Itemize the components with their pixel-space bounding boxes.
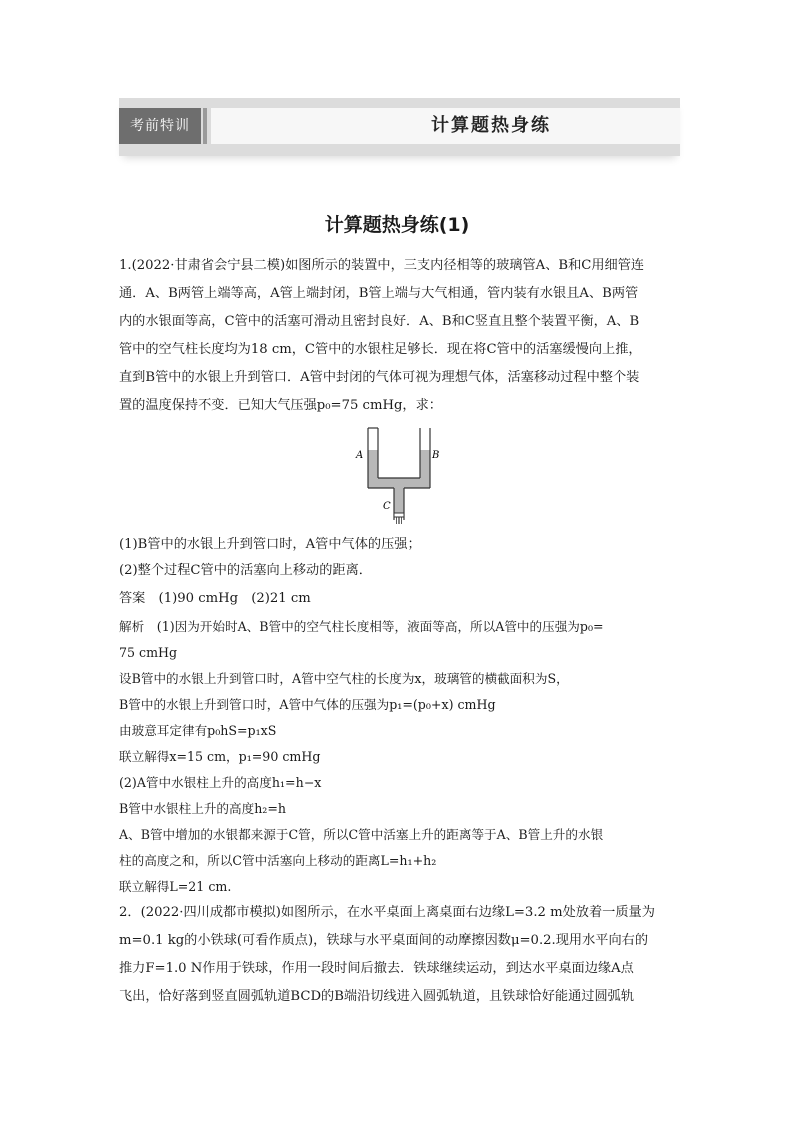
question-1: (1)B管中的水银上升到管口时，A管中气体的压强； bbox=[119, 537, 421, 552]
problem-2-line: 推力F=1.0 N作用于铁球，作用一段时间后撤去．铁球继续运动，到达水平桌面边缘A点 bbox=[119, 961, 634, 976]
solution-line: 柱的高度之和，所以C管中活塞向上移动的距离L=h₁+h₂ bbox=[119, 853, 437, 868]
problem-2-line: 飞出，恰好落到竖直圆弧轨道BCD的B端沿切线进入圆弧轨道，且铁球恰好能通过圆弧轨 bbox=[119, 989, 635, 1004]
problem-2-line: m=0.1 kg的小铁球(可看作质点)，铁球与水平桌面间的动摩擦因数μ=0.2.现用水平向右的 bbox=[119, 933, 649, 948]
problem-1-line: 直到B管中的水银上升到管口．A管中封闭的气体可视为理想气体，活塞移动过程中整个装 bbox=[119, 370, 640, 385]
solution-line: 设B管中的水银上升到管口时，A管中空气柱的长度为x，玻璃管的横截面积为S， bbox=[119, 671, 569, 686]
solution-line: 解析 (1)因为开始时A、B管中的空气柱长度相等，液面等高，所以A管中的压强为p₀= bbox=[119, 619, 604, 634]
solution-line: 75 cmHg bbox=[119, 645, 178, 660]
solution-line: 由玻意耳定律有p₀hS=p₁xS bbox=[119, 723, 277, 738]
header-banner bbox=[119, 98, 680, 156]
u-tube-diagram bbox=[350, 424, 440, 529]
banner-title-box bbox=[211, 108, 680, 144]
problem-2-line: 2．(2022·四川成都市模拟)如图所示，在水平桌面上离桌面右边缘L=3.2 m处放着一质量为 bbox=[119, 905, 655, 920]
problem-1-line: 管中的空气柱长度均为18 cm，C管中的水银柱足够长．现在将C管中的活塞缓慢向上推， bbox=[119, 342, 642, 357]
solution-line: 联立解得L=21 cm. bbox=[119, 879, 232, 894]
section-tag: 考前特训 bbox=[119, 108, 201, 144]
u-tube-figure bbox=[350, 424, 440, 529]
solution-line: 联立解得x=15 cm，p₁=90 cmHg bbox=[119, 749, 321, 764]
solution-line: B管中水银柱上升的高度h₂=h bbox=[119, 801, 287, 816]
problem-1-line: 通．A、B两管上端等高，A管上端封闭，B管上端与大气相通，管内装有水银且A、B两管 bbox=[119, 286, 639, 301]
label-b: B bbox=[432, 450, 440, 461]
page-title: 计算题热身练(1) bbox=[324, 214, 470, 236]
problem-1-line: 内的水银面等高，C管中的活塞可滑动且密封良好．A、B和C竖直且整个装置平衡，A、B bbox=[119, 314, 640, 329]
question-2: (2)整个过程C管中的活塞向上移动的距离． bbox=[119, 563, 372, 578]
banner-title: 计算题热身练 bbox=[431, 115, 551, 136]
banner-divider bbox=[203, 108, 207, 144]
solution-line: (2)A管中水银柱上升的高度h₁=h−x bbox=[119, 775, 322, 790]
answer-line: 答案 (1)90 cmHg (2)21 cm bbox=[119, 591, 311, 606]
solution-line: B管中的水银上升到管口时，A管中气体的压强为p₁=(p₀+x) cmHg bbox=[119, 697, 496, 712]
problem-1-line: 1.(2022·甘肃省会宁县二模)如图所示的装置中，三支内径相等的玻璃管A、B和C用细管连 bbox=[119, 258, 645, 273]
label-c: C bbox=[383, 501, 391, 512]
label-a: A bbox=[356, 450, 364, 461]
solution-line: A、B管中增加的水银都来源于C管，所以C管中活塞上升的距离等于A、B管上升的水银 bbox=[119, 827, 604, 842]
problem-1-line: 置的温度保持不变．已知大气压强p₀=75 cmHg，求： bbox=[119, 398, 442, 413]
